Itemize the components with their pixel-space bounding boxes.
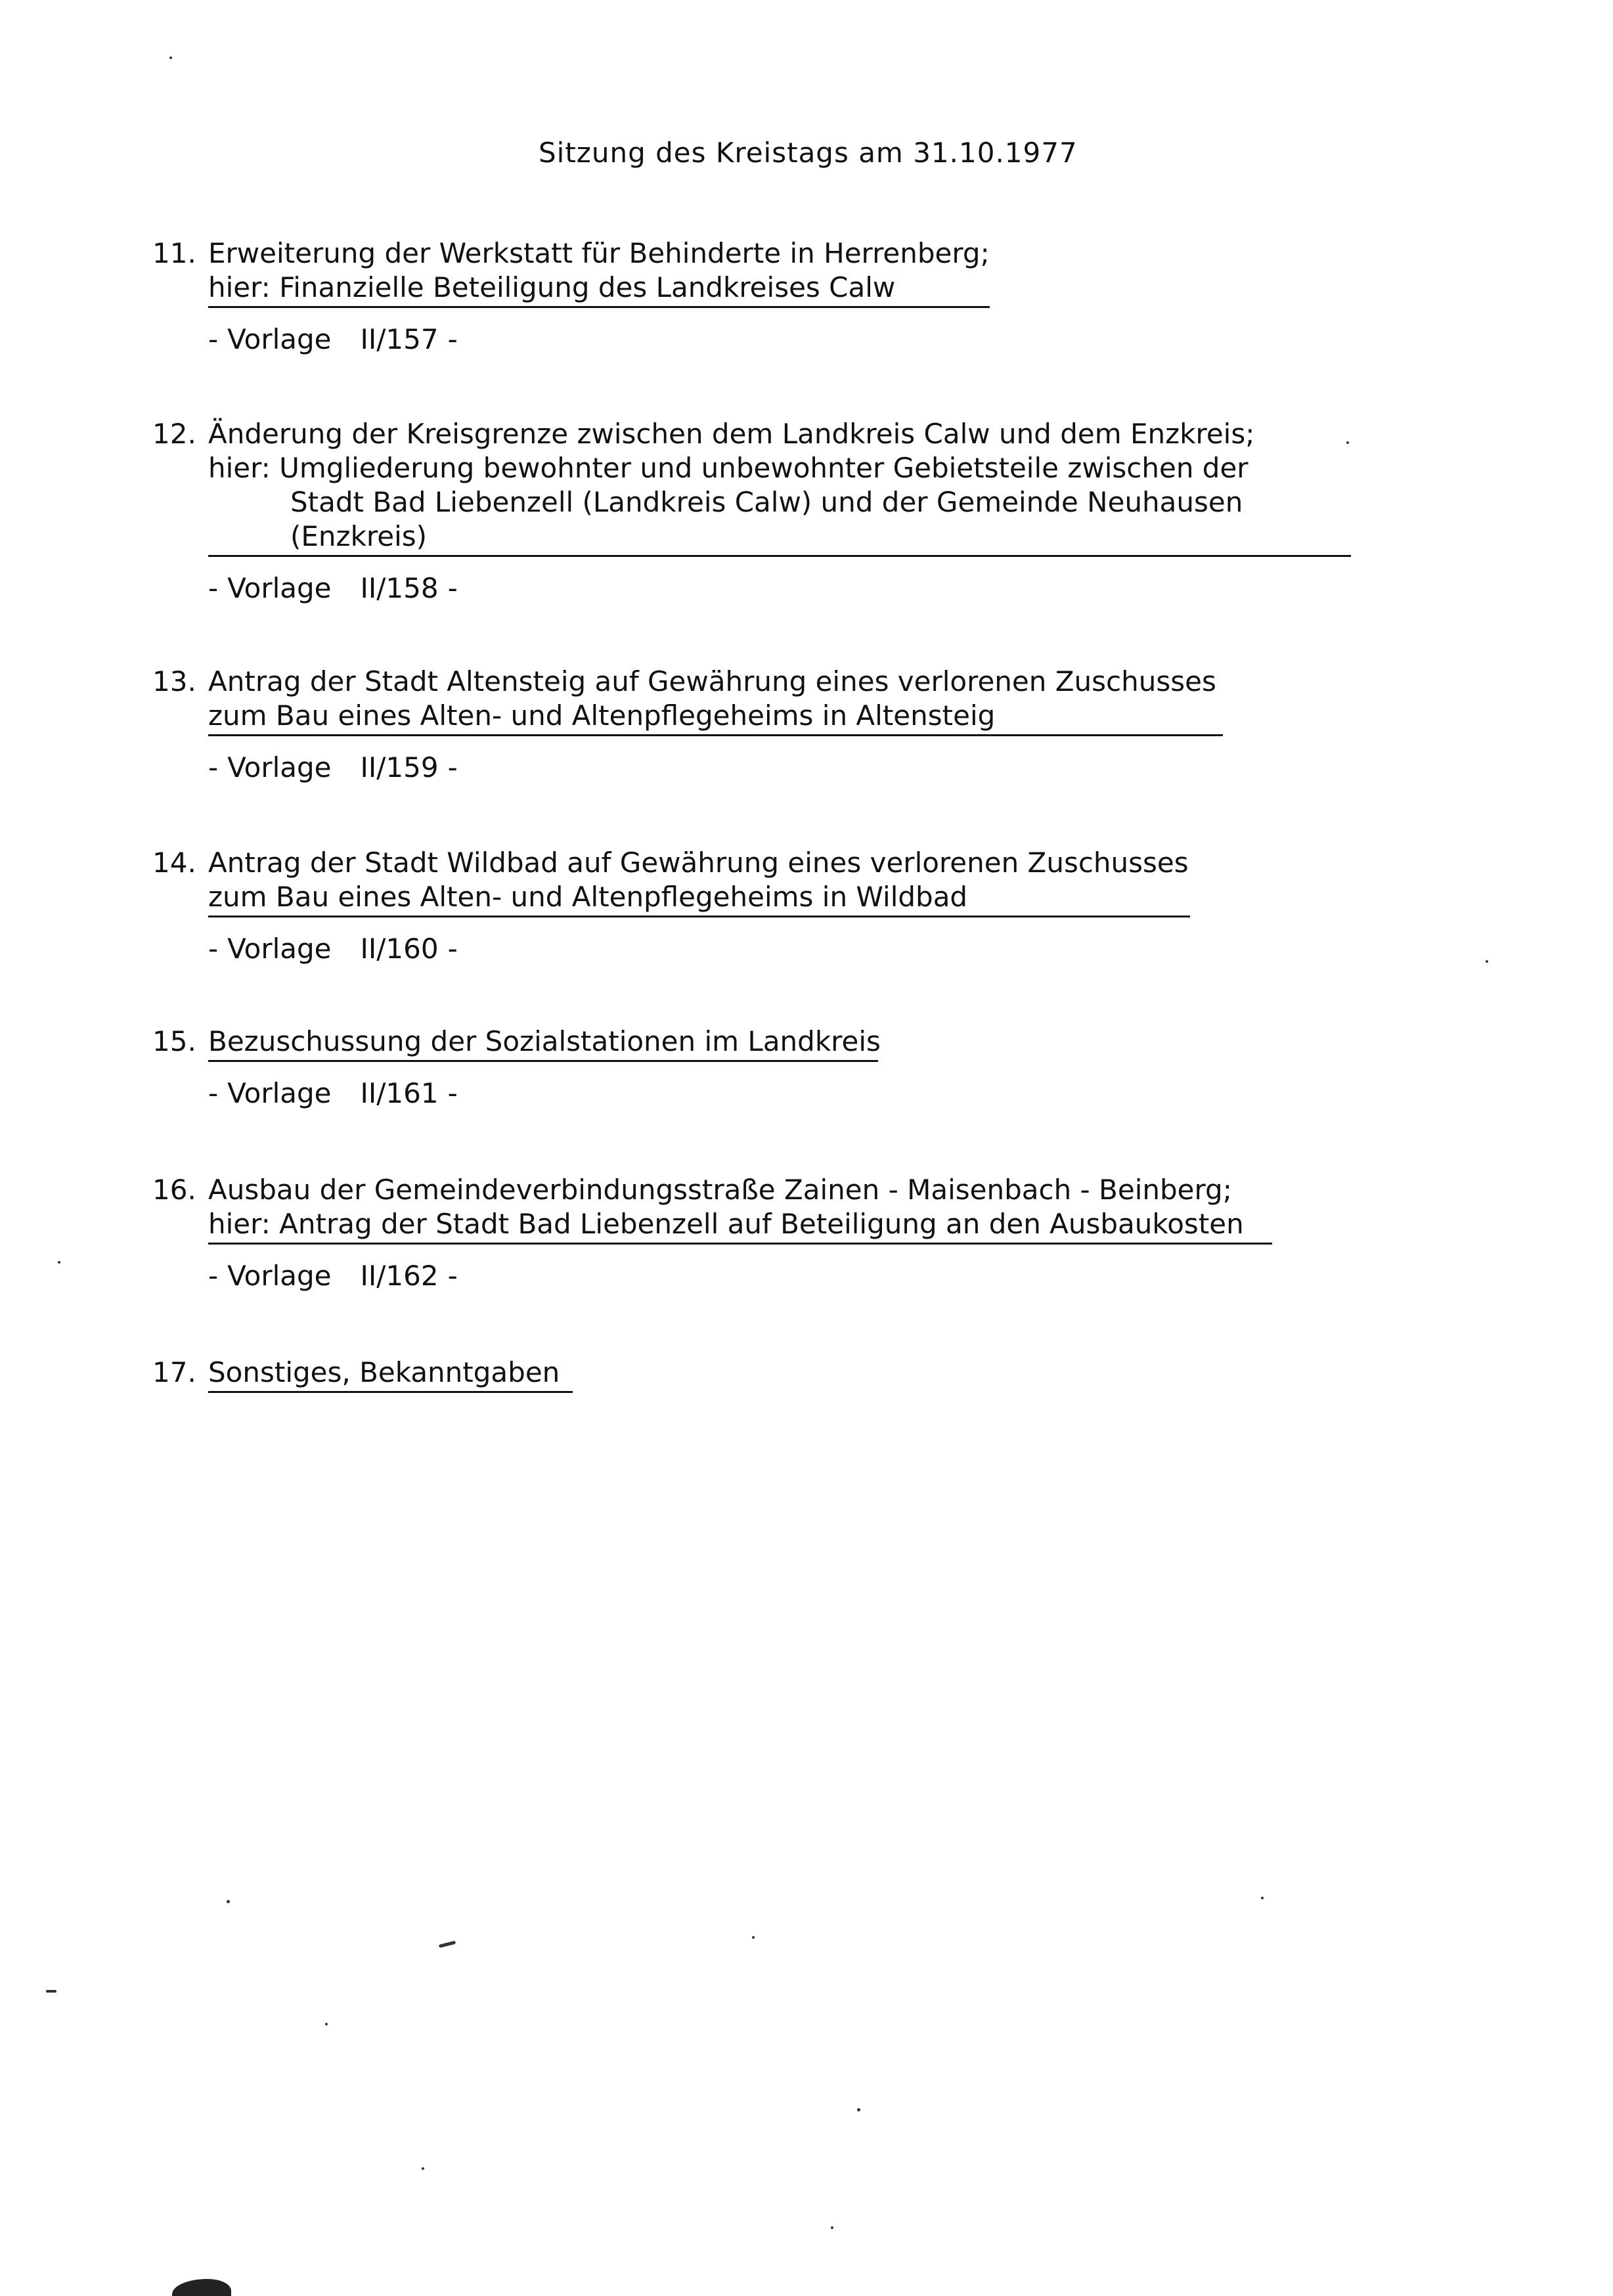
vorlage-label: Vorlage: [227, 572, 332, 604]
agenda-item-line: (Enzkreis): [208, 519, 1351, 557]
agenda-item-line: Bezuschussung der Sozialstationen im Landkreis: [208, 1025, 878, 1062]
agenda-item-line: hier: Umgliederung bewohnter und unbewohnter Gebietsteile zwischen der: [208, 452, 1248, 484]
dash: -: [447, 1077, 458, 1109]
vorlage-reference: [208, 932, 1190, 966]
scan-speck: [169, 56, 172, 59]
vorlage-reference: [208, 751, 1223, 785]
agenda-item-line: hier: Finanzielle Beteiligung des Landkreises Calw: [208, 271, 990, 308]
agenda-item-number: 16.: [152, 1174, 196, 1206]
vorlage-label: Vorlage: [227, 1077, 332, 1109]
scan-speck: [58, 1261, 60, 1264]
binder-mark: [172, 2279, 231, 2296]
vorlage-label: Vorlage: [227, 323, 332, 355]
agenda-item-line: Änderung der Kreisgrenze zwischen dem Landkreis Calw und dem Enzkreis;: [208, 418, 1255, 450]
vorlage-label: Vorlage: [227, 751, 332, 784]
scan-speck: [1261, 1897, 1264, 1899]
scan-speck: [1486, 960, 1488, 963]
page-title: Sitzung des Kreistags am 31.10.1977: [539, 137, 1078, 169]
scan-speck: [439, 1941, 456, 1948]
agenda-item-line: Antrag der Stadt Altensteig auf Gewährung eines verlorenen Zuschusses: [208, 665, 1216, 697]
dash: -: [447, 933, 458, 965]
agenda-item-line: Sonstiges, Bekanntgaben: [208, 1356, 573, 1393]
vorlage-reference: [208, 322, 990, 357]
agenda-item-number: 15.: [152, 1025, 196, 1057]
agenda-item-number: 17.: [152, 1356, 196, 1388]
agenda-item-number: 12.: [152, 418, 196, 450]
agenda-item-line: Ausbau der Gemeindeverbindungsstraße Zainen - Maisenbach - Beinberg;: [208, 1174, 1232, 1206]
agenda-item-line: Antrag der Stadt Wildbad auf Gewährung eines verlorenen Zuschusses: [208, 847, 1189, 879]
vorlage-label: Vorlage: [227, 1260, 332, 1292]
agenda-item-number: 13.: [152, 665, 196, 697]
dash: -: [447, 751, 458, 784]
agenda-item-line: Stadt Bad Liebenzell (Landkreis Calw) und der Gemeinde Neuhausen: [290, 486, 1243, 518]
agenda-item-line: zum Bau eines Alten- und Altenpflegeheims in Wildbad: [208, 880, 1190, 917]
dash: -: [208, 1077, 219, 1109]
dash: -: [208, 572, 219, 604]
agenda-item-number: 14.: [152, 847, 196, 879]
agenda-item-line: zum Bau eines Alten- und Altenpflegeheims in Altensteig: [208, 699, 1223, 736]
agenda-item-line: hier: Antrag der Stadt Bad Liebenzell auf Beteiligung an den Ausbaukosten: [208, 1207, 1272, 1245]
scan-speck: [46, 1990, 56, 1993]
vorlage-reference: [208, 1259, 1272, 1293]
vorlage-label: Vorlage: [227, 933, 332, 965]
dash: -: [208, 933, 219, 965]
scan-speck: [422, 2167, 424, 2170]
scan-speck: [831, 2226, 833, 2229]
scan-speck: [1346, 441, 1349, 444]
vorlage-number: II/158: [360, 572, 439, 604]
vorlage-reference: [208, 571, 1351, 606]
vorlage-number: II/159: [360, 751, 439, 784]
scan-speck: [227, 1900, 230, 1903]
scan-speck: [857, 2108, 860, 2111]
vorlage-reference: [208, 1076, 878, 1111]
dash: -: [447, 1260, 458, 1292]
vorlage-number: II/157: [360, 323, 439, 355]
scan-speck: [325, 2023, 328, 2025]
dash: -: [447, 572, 458, 604]
vorlage-number: II/162: [360, 1260, 439, 1292]
agenda-item-line: Erweiterung der Werkstatt für Behinderte in Herrenberg;: [208, 237, 990, 269]
scan-speck: [752, 1936, 755, 1939]
vorlage-number: II/160: [360, 933, 439, 965]
dash: -: [208, 751, 219, 784]
dash: -: [208, 323, 219, 355]
dash: -: [208, 1260, 219, 1292]
vorlage-number: II/161: [360, 1077, 439, 1109]
dash: -: [447, 323, 458, 355]
agenda-item-number: 11.: [152, 237, 196, 269]
